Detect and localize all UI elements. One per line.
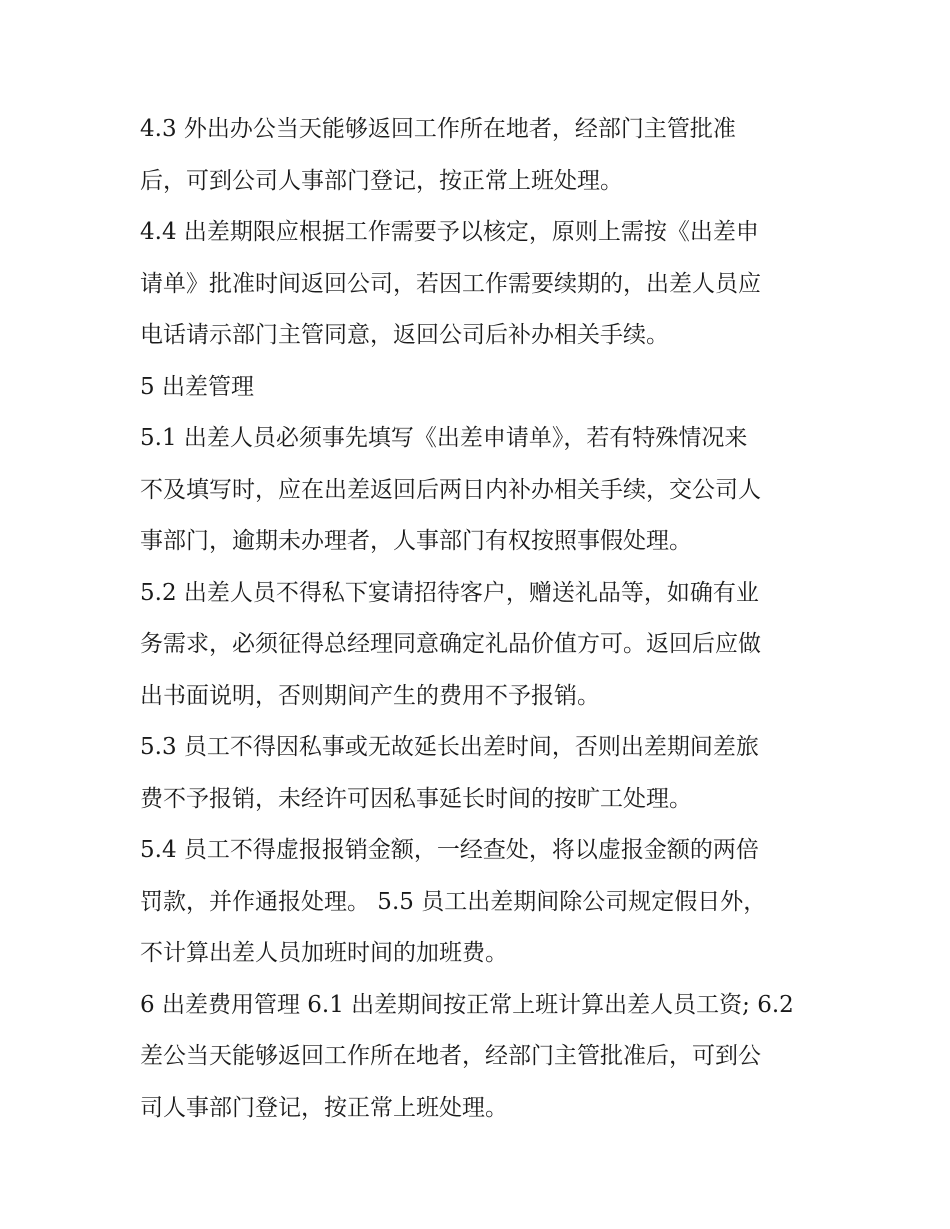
text-line: 5.4 员工不得虚报报销金额，一经查处，将以虚报金额的两倍 (140, 837, 759, 863)
text-line: 事部门，逾期未办理者，人事部门有权按照事假处理。 (140, 528, 692, 554)
text-line: 出书面说明，否则期间产生的费用不予报销。 (140, 682, 600, 709)
text-line: 不计算出差人员加班时间的加班费。 (140, 940, 508, 966)
text-line: 务需求，必须征得总经理同意确定礼品价值方可。返回后应做 (140, 631, 761, 657)
text-line: 4.4 出差期限应根据工作需要予以核定，原则上需按《出差申 (140, 219, 759, 245)
text-line: 5.3 员工不得因私事或无故延长出差时间，否则出差期间差旅 (140, 734, 759, 760)
text-line: 电话请示部门主管同意，返回公司后补办相关手续。 (140, 322, 669, 348)
text-line: 后，可到公司人事部门登记，按正常上班处理。 (140, 167, 623, 194)
text-line: 差公当天能够返回工作所在地者，经部门主管批准后，可到公 (140, 1043, 761, 1069)
text-line: 4.3 外出办公当天能够返回工作所在地者，经部门主管批准 (140, 116, 736, 142)
text-line: 5.2 出差人员不得私下宴请招待客户，赠送礼品等，如确有业 (140, 579, 759, 606)
document-body (140, 104, 820, 1134)
section-heading: 5 出差管理 (140, 373, 254, 400)
text-line: 费不予报销，未经许可因私事延长时间的按旷工处理。 (140, 785, 692, 812)
text-line: 罚款，并作通报处理。 5.5 员工出差期间除公司规定假日外， (140, 888, 767, 915)
text-line: 司人事部门登记，按正常上班处理。 (140, 1094, 508, 1121)
text-line: 不及填写时，应在出差返回后两日内补办相关手续，交公司人 (140, 476, 761, 503)
text-line: 5.1 出差人员必须事先填写《出差申请单》，若有特殊情况来 (140, 425, 748, 451)
text-line: 6 出差费用管理 6.1 出差期间按正常上班计算出差人员工资; 6.2 (140, 991, 794, 1018)
text-line: 请单》批准时间返回公司，若因工作需要续期的，出差人员应 (140, 270, 761, 297)
